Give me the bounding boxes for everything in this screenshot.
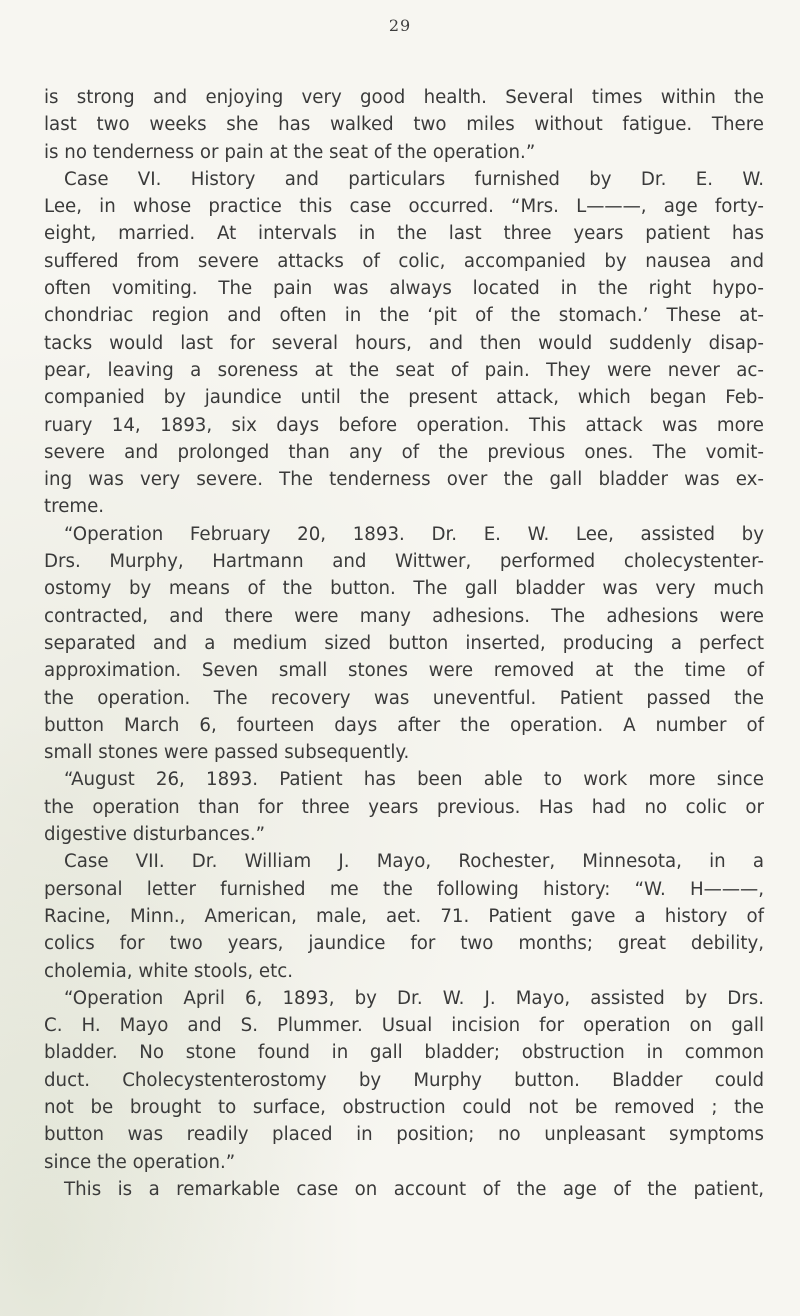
text-line: is strong and enjoying very good health. Several times within the — [44, 87, 764, 108]
page-number: 29 — [388, 16, 412, 35]
text-line: button was readily placed in position; no unpleasant symptoms — [44, 1124, 764, 1146]
text-line: contracted, and there were many adhesions. The adhesions were — [44, 605, 764, 627]
text-line: “Operation April 6, 1893, by Dr. W. J. Mayo, assisted by Drs. — [64, 987, 764, 1009]
text-line: eight, married. At intervals in the last three years patient has — [44, 223, 764, 245]
text-line: ruary 14, 1893, six days before operation. This attack was more — [44, 414, 764, 436]
text-line: Lee, in whose practice this case occurred. “Mrs. L———, age forty- — [44, 196, 764, 218]
text-line: ing was very severe. The tenderness over the gall bladder was ex- — [44, 469, 764, 491]
text-line: button March 6, fourteen days after the operation. A number of — [44, 714, 764, 736]
text-line: This is a remarkable case on account of the age of the patient, — [64, 1178, 764, 1200]
text-line: bladder. No stone found in gall bladder; obstruction in common — [44, 1042, 764, 1064]
text-line: duct. Cholecystenterostomy by Murphy button. Bladder could — [44, 1069, 764, 1091]
text-line: the operation than for three years previous. Has had no colic or — [44, 796, 764, 818]
text-line: Case VII. Dr. William J. Mayo, Rochester, Minnesota, in a — [64, 851, 764, 873]
text-line: approximation. Seven small stones were removed at the time of — [44, 660, 764, 682]
text-line: pear, leaving a soreness at the seat of pain. They were never ac- — [44, 359, 764, 381]
text-line: C. H. Mayo and S. Plummer. Usual incision for operation on gall — [44, 1015, 764, 1037]
text-line: “Operation February 20, 1893. Dr. E. W. Lee, assisted by — [64, 523, 764, 545]
text-line: suffered from severe attacks of colic, accompanied by nausea and — [44, 250, 764, 272]
text-line: “August 26, 1893. Patient has been able to work more since — [64, 769, 764, 791]
text-line: chondriac region and often in the ‘pit of the stomach.’ These at- — [44, 305, 764, 327]
text-line: separated and a medium sized button inserted, producing a perfect — [44, 632, 764, 654]
text-line: ostomy by means of the button. The gall bladder was very much — [44, 578, 764, 600]
text-line: is no tenderness or pain at the seat of the operation.” — [44, 141, 536, 163]
text-line: since the operation.” — [44, 1151, 236, 1173]
text-line: the operation. The recovery was uneventful. Patient passed the — [44, 687, 764, 709]
text-line: Drs. Murphy, Hartmann and Wittwer, performed cholecystenter- — [44, 551, 764, 573]
body-text — [44, 84, 764, 1203]
text-line: Case VI. History and particulars furnished by Dr. E. W. — [64, 168, 764, 190]
text-line: personal letter furnished me the following history: “W. H———, — [44, 878, 764, 900]
text-line: not be brought to surface, obstruction could not be removed ; the — [44, 1096, 764, 1118]
text-line: digestive disturbances.” — [44, 824, 266, 846]
text-line: severe and prolonged than any of the previous ones. The vomit- — [44, 441, 764, 463]
text-line: often vomiting. The pain was always located in the right hypo- — [44, 278, 764, 300]
text-line: small stones were passed subsequently. — [44, 742, 410, 764]
text-line: colics for two years, jaundice for two months; great debility, — [44, 933, 764, 955]
text-line: cholemia, white stools, etc. — [44, 960, 293, 982]
text-line: Racine, Minn., American, male, aet. 71. Patient gave a history of — [44, 905, 764, 927]
text-line: tacks would last for several hours, and then would suddenly disap- — [44, 332, 764, 354]
text-line: last two weeks she has walked two miles without fatigue. There — [44, 114, 764, 136]
text-line: companied by jaundice until the present attack, which began Feb- — [44, 387, 764, 409]
text-line: treme. — [44, 496, 105, 518]
